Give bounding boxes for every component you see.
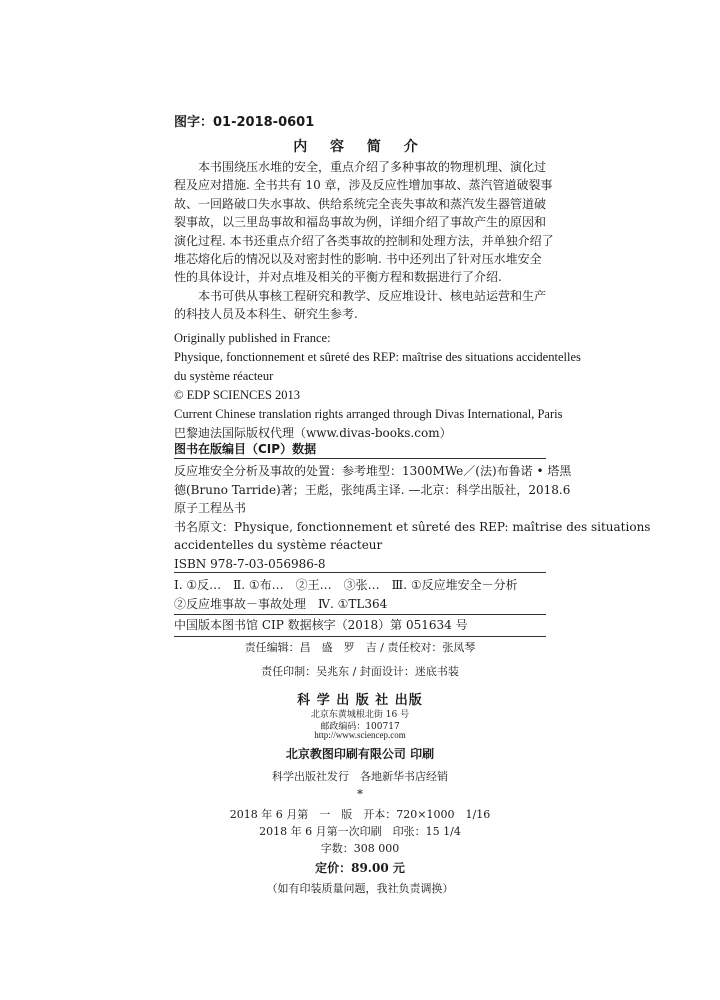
summary-heading: 内 容 简 介 xyxy=(293,139,427,155)
summary-line: 故、一回路破口失水事故、供给系统完全丧失事故和蒸汽发生器管道破 xyxy=(174,196,547,211)
summary-line: 堆芯熔化后的情况以及对密封性的影响. 书中还列出了针对压水堆安全 xyxy=(174,252,542,267)
summary-line: 程及应对措施. 全书共有 10 章，涉及反应性增加事故、蒸汽管道破裂事 xyxy=(174,178,553,193)
original-line: Originally published in France: xyxy=(174,331,331,345)
cip-verification-line: 中国版本图书馆 CIP 数据核字（2018）第 051634 号 xyxy=(174,618,468,632)
summary-line: 本书围绕压水堆的安全，重点介绍了多种事故的物理机理、演化过 xyxy=(198,160,547,174)
cip-record xyxy=(174,462,651,573)
edition-line: 2018 年 6 月第 一 版 开本：720×1000 1/16 xyxy=(229,808,491,821)
original-line: Physique, fonctionnement et sûreté des REP: maîtrise des situations accidentelles xyxy=(174,350,581,364)
cip-line: 德(Bruno Tarride)著；王彪，张纯禹主译. —北京：科学出版社，2018.6 xyxy=(174,482,571,497)
original-line: © EDP SCIENCES 2013 xyxy=(174,388,301,402)
publisher-postcode: 邮政编码：100717 xyxy=(320,722,400,732)
cip-rule-bottom xyxy=(174,614,546,615)
cip-line: 反应堆安全分析及事故的处置：参考堆型：1300MWe／(法)布鲁诺 • 塔黑 xyxy=(174,464,572,478)
separator-asterisk: * xyxy=(357,787,363,801)
printing-line: 2018 年 6 月第一次印刷 印张：15 1/4 xyxy=(259,825,461,838)
production-credits: 责任印制：吴兆东 / 封面设计：迷底书装 xyxy=(261,665,459,678)
editor-credits: 责任编辑：昌 盛 罗 吉 / 责任校对：张凤琴 xyxy=(244,641,476,654)
cip-verification xyxy=(174,616,554,635)
cip-classification xyxy=(174,576,554,613)
cip-rule-end xyxy=(174,636,546,637)
publisher-website: http://www.sciencep.com xyxy=(314,730,406,740)
quality-notice: （如有印装质量问题，我社负责调换） xyxy=(266,882,454,895)
cip-rule-mid xyxy=(174,572,546,573)
classification-line: ②反应堆事故－事故处理 Ⅳ. ①TL364 xyxy=(174,596,388,611)
classification-line: Ⅰ. ①反… Ⅱ. ①布… ②王… ③张… Ⅲ. ①反应堆安全－分析 xyxy=(174,578,518,592)
cip-line: 原子工程丛书 xyxy=(174,501,247,515)
summary-paragraph-1 xyxy=(174,158,554,287)
original-publication-info xyxy=(174,329,581,443)
cip-line: 书名原文：Physique, fonctionnement et sûreté des REP: maîtrise des situations xyxy=(174,519,651,534)
summary-line: 性的具体设计，并对点堆及相关的平衡方程和数据进行了介绍. xyxy=(174,270,502,285)
summary-line: 裂事故，以三里岛事故和福岛事故为例，详细介绍了事故产生的原因和 xyxy=(174,215,547,230)
printer-name: 北京教图印刷有限公司 印刷 xyxy=(285,747,435,761)
cip-line: ISBN 978-7-03-056986-8 xyxy=(174,556,326,571)
publisher-address: 北京东黄城根北街 16 号 xyxy=(310,710,410,720)
cip-rule-top xyxy=(174,458,546,459)
word-count: 字数：308 000 xyxy=(320,842,400,855)
original-line: 巴黎迪法国际版权代理（www.divas-books.com） xyxy=(174,426,452,440)
publisher-name: 科 学 出 版 社 出版 xyxy=(297,693,423,708)
original-line: Current Chinese translation rights arranged through Divas International, Paris xyxy=(174,407,563,421)
price: 定价：89.00 元 xyxy=(315,861,405,875)
cip-title: 图书在版编目（CIP）数据 xyxy=(174,442,317,456)
distribution-info: 科学出版社发行 各地新华书店经销 xyxy=(272,770,448,783)
original-line: du système réacteur xyxy=(174,369,274,383)
copyright-registration-number: 图字：01-2018-0601 xyxy=(174,115,315,130)
summary-line: 本书可供从事核工程研究和教学、反应堆设计、核电站运营和生产 xyxy=(198,289,547,303)
summary-paragraph-2 xyxy=(174,287,546,324)
cip-line: accidentelles du système réacteur xyxy=(174,538,383,552)
summary-line: 演化过程. 本书还重点介绍了各类事故的控制和处理方法，并单独介绍了 xyxy=(174,233,554,248)
summary-line: 的科技人员及本科生、研究生参考. xyxy=(174,307,358,322)
